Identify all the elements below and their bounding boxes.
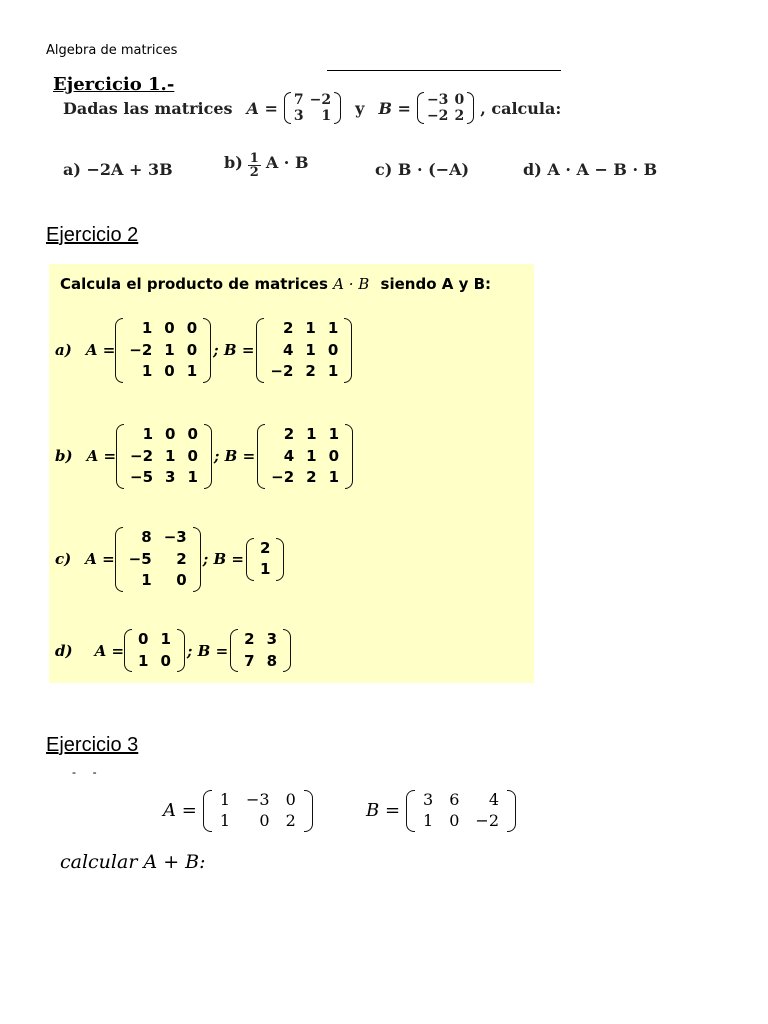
- matrix-right-bracket: [283, 629, 291, 672]
- ejercicio-2-title: Ejercicio 2: [46, 224, 139, 246]
- matrix-cell: 1: [306, 425, 317, 443]
- matrix-row: [124, 424, 204, 446]
- ej2-heading: [60, 275, 491, 293]
- matrix-row: [123, 340, 203, 362]
- matrix-body: [264, 318, 344, 383]
- ejercicio-3-title: Ejercicio 3: [46, 734, 139, 756]
- ej3-a-label: A =: [163, 800, 197, 822]
- matrix-cell: 6: [449, 790, 460, 809]
- matrix-left-bracket: [124, 629, 132, 672]
- matrix-cell: 3: [423, 790, 434, 809]
- matrix-row: [265, 446, 345, 468]
- ej3-matrix-a: [203, 790, 313, 832]
- matrix-left-bracket: [115, 527, 123, 592]
- matrix-cell: 1: [305, 319, 316, 337]
- matrix-cell: 2: [305, 362, 316, 380]
- ej2-heading-pre: Calcula el producto de matrices: [60, 275, 328, 293]
- matrix-cell: 2: [259, 538, 271, 557]
- matrix-row: [123, 570, 193, 592]
- matrix-cell: 1: [327, 362, 339, 380]
- matrix-body: [132, 629, 177, 672]
- ej2-d-matrix-b: [230, 629, 291, 672]
- ej3-equation-b: [366, 790, 516, 832]
- matrix-cell: 0: [160, 651, 171, 670]
- ej1-item-b-prefix: b): [224, 153, 243, 172]
- matrix-cell: 1: [423, 810, 434, 830]
- ej3-matrix-b: [406, 790, 516, 832]
- ej3-dashes: - -: [72, 765, 97, 779]
- matrix-row: [212, 790, 304, 811]
- matrix-body: [415, 790, 507, 832]
- matrix-left-bracket: [417, 92, 424, 124]
- matrix-cell: 2: [176, 549, 187, 568]
- ej1-calcula: , calcula:: [480, 98, 562, 118]
- matrix-row: [415, 811, 507, 832]
- ej2-item-b: [55, 424, 353, 489]
- ej2-b-matrix-b: [257, 424, 353, 489]
- matrix-cell: 1: [259, 560, 271, 579]
- matrix-body: [123, 527, 193, 592]
- matrix-right-bracket: [177, 629, 185, 672]
- matrix-cell: −2: [129, 340, 153, 359]
- matrix-cell: 0: [259, 810, 270, 830]
- ej2-heading-post: siendo A y B:: [380, 275, 491, 293]
- matrix-left-bracket: [256, 318, 264, 383]
- ej2-b-matrix-a: [116, 424, 212, 489]
- ej2-item-a: [55, 318, 352, 383]
- matrix-left-bracket: [406, 790, 415, 832]
- ej2-item-d: [55, 629, 291, 672]
- ej1-matrix-a: [284, 92, 341, 124]
- matrix-left-bracket: [257, 424, 265, 489]
- matrix-cell: 1: [187, 468, 198, 486]
- ej1-fraction: [248, 151, 261, 180]
- matrix-cell: 0: [138, 630, 149, 648]
- matrix-row: [264, 318, 344, 340]
- matrix-cell: 3: [266, 630, 278, 648]
- matrix-cell: −3: [426, 92, 449, 108]
- matrix-cell: 1: [327, 319, 339, 337]
- matrix-right-bracket: [204, 424, 212, 489]
- matrix-cell: 1: [160, 630, 171, 648]
- matrix-left-bracket: [284, 92, 291, 124]
- ej3-calc-text: calcular A + B:: [60, 851, 206, 873]
- ejercicio-1-statement: [63, 92, 561, 124]
- matrix-row: [123, 549, 193, 571]
- matrix-cell: 0: [164, 362, 175, 380]
- matrix-cell: 1: [164, 340, 175, 359]
- matrix-cell: 1: [305, 340, 316, 359]
- ej1-matrix-b: [417, 92, 474, 124]
- matrix-cell: 4: [488, 790, 499, 809]
- matrix-row: [238, 629, 283, 651]
- ej1-intro: Dadas las matrices: [63, 98, 233, 118]
- matrix-cell: 3: [293, 108, 304, 125]
- matrix-row: [123, 361, 203, 383]
- matrix-cell: 1: [142, 425, 154, 443]
- matrix-cell: −2: [130, 446, 154, 465]
- matrix-left-bracket: [203, 790, 212, 832]
- matrix-cell: 2: [244, 630, 255, 648]
- matrix-row: [265, 424, 345, 446]
- ej1-item-b: [224, 151, 309, 180]
- document-header: Algebra de matrices: [46, 43, 178, 58]
- matrix-right-bracket: [304, 790, 313, 832]
- matrix-cell: 1: [141, 571, 152, 589]
- matrix-cell: 3: [165, 468, 176, 486]
- matrix-right-bracket: [276, 538, 284, 581]
- matrix-cell: −5: [130, 468, 154, 486]
- matrix-cell: 0: [327, 340, 339, 359]
- matrix-row: [291, 92, 334, 108]
- matrix-cell: 0: [186, 340, 198, 359]
- ej2-a-matrix-a: [115, 318, 211, 383]
- ej2-c-label: c): [55, 550, 72, 569]
- matrix-body: [124, 424, 204, 489]
- matrix-cell: 0: [454, 92, 465, 108]
- matrix-cell: 4: [282, 340, 294, 359]
- matrix-row: [238, 651, 283, 673]
- matrix-cell: −3: [246, 790, 270, 809]
- matrix-cell: 0: [449, 810, 460, 830]
- matrix-cell: 1: [219, 790, 230, 809]
- matrix-body: [254, 538, 276, 581]
- matrix-cell: 1: [186, 362, 198, 380]
- ej2-b-A-eq: A =: [86, 447, 117, 466]
- ej2-c-matrix-a: [115, 527, 201, 592]
- matrix-cell: 8: [266, 651, 278, 670]
- matrix-cell: 0: [186, 319, 198, 337]
- matrix-cell: 1: [328, 425, 340, 443]
- matrix-cell: 7: [293, 92, 304, 108]
- matrix-cell: 2: [285, 810, 296, 830]
- matrix-row: [132, 651, 177, 673]
- matrix-cell: 8: [141, 528, 152, 546]
- matrix-cell: 1: [321, 108, 332, 125]
- matrix-right-bracket: [334, 92, 341, 124]
- matrix-cell: 0: [187, 425, 198, 443]
- ej3-b-label: B =: [366, 800, 401, 822]
- matrix-row: [291, 108, 334, 124]
- ej1-a-label: A =: [246, 98, 278, 118]
- ej3-equation-a: [163, 790, 313, 832]
- ej2-a-matrix-b: [256, 318, 352, 383]
- ej1-item-d: d) A · A − B · B: [523, 160, 658, 179]
- ej2-d-label: d): [55, 641, 73, 660]
- matrix-right-bracket: [345, 424, 353, 489]
- matrix-cell: 1: [138, 651, 149, 670]
- ej1-fraction-num: 1: [249, 151, 259, 166]
- ej1-fraction-den: 2: [249, 165, 259, 180]
- matrix-row: [254, 538, 276, 560]
- matrix-cell: 2: [283, 425, 295, 443]
- matrix-cell: 2: [306, 468, 317, 486]
- matrix-cell: −2: [270, 362, 294, 380]
- matrix-right-bracket: [507, 790, 516, 832]
- matrix-body: [265, 424, 345, 489]
- matrix-row: [264, 361, 344, 383]
- matrix-cell: 0: [164, 319, 175, 337]
- ej1-item-c: c) B · (−A): [375, 160, 470, 179]
- name-underline: [327, 70, 561, 71]
- ej2-c-matrix-b: [246, 538, 284, 581]
- matrix-cell: 1: [141, 319, 153, 337]
- ej2-c-A-eq: A =: [85, 550, 115, 569]
- matrix-cell: −2: [309, 92, 332, 108]
- ej2-d-B-eq: ; B =: [186, 641, 229, 660]
- ej2-c-B-eq: ; B =: [202, 550, 244, 569]
- matrix-row: [123, 527, 193, 549]
- ej1-item-a: a) −2A + 3B: [63, 160, 173, 179]
- ej2-a-label: a): [55, 341, 72, 360]
- matrix-right-bracket: [203, 318, 211, 383]
- matrix-row: [124, 467, 204, 489]
- ej2-item-c: [55, 527, 284, 592]
- ej2-heading-op: A · B: [333, 275, 370, 293]
- matrix-cell: −2: [475, 810, 499, 830]
- matrix-cell: 0: [176, 571, 187, 589]
- matrix-cell: −5: [128, 549, 152, 568]
- ej2-b-B-eq: ; B =: [213, 447, 256, 466]
- ej2-d-matrix-a: [124, 629, 185, 672]
- matrix-right-bracket: [344, 318, 352, 383]
- matrix-cell: −3: [163, 528, 187, 546]
- matrix-cell: 2: [454, 108, 465, 125]
- matrix-body: [123, 318, 203, 383]
- ej1-item-b-expr: A · B: [265, 153, 309, 172]
- ejercicio-1-title: Ejercicio 1.-: [53, 74, 175, 95]
- matrix-left-bracket: [115, 318, 123, 383]
- matrix-cell: 4: [283, 446, 295, 465]
- ej2-b-label: b): [55, 447, 73, 466]
- matrix-right-bracket: [193, 527, 201, 592]
- matrix-cell: 1: [141, 362, 153, 380]
- matrix-row: [132, 629, 177, 651]
- matrix-left-bracket: [230, 629, 238, 672]
- matrix-left-bracket: [116, 424, 124, 489]
- matrix-row: [424, 108, 467, 124]
- matrix-left-bracket: [246, 538, 254, 581]
- matrix-cell: 0: [328, 446, 340, 465]
- matrix-cell: −2: [271, 468, 295, 486]
- matrix-cell: 1: [165, 446, 176, 465]
- matrix-cell: 0: [165, 425, 176, 443]
- matrix-row: [415, 790, 507, 811]
- matrix-cell: 1: [328, 468, 340, 486]
- matrix-row: [123, 318, 203, 340]
- matrix-row: [254, 559, 276, 581]
- ej2-a-B-eq: ; B =: [213, 341, 255, 360]
- matrix-cell: 7: [244, 651, 255, 670]
- matrix-row: [124, 446, 204, 468]
- matrix-cell: 0: [285, 790, 296, 809]
- ej1-y: y: [355, 98, 365, 118]
- matrix-cell: 2: [282, 319, 294, 337]
- matrix-cell: −2: [426, 108, 449, 125]
- matrix-cell: 1: [306, 446, 317, 465]
- ej1-b-label: B =: [378, 98, 411, 118]
- matrix-row: [212, 811, 304, 832]
- matrix-body: [238, 629, 283, 672]
- matrix-cell: 0: [187, 446, 198, 465]
- matrix-cell: 1: [219, 810, 230, 830]
- matrix-right-bracket: [467, 92, 474, 124]
- ej2-a-A-eq: A =: [85, 341, 116, 360]
- matrix-body: [212, 790, 304, 832]
- ej2-d-A-eq: A =: [94, 641, 125, 660]
- matrix-row: [264, 340, 344, 362]
- matrix-body: [424, 92, 467, 124]
- matrix-body: [291, 92, 334, 124]
- matrix-row: [424, 92, 467, 108]
- matrix-row: [265, 467, 345, 489]
